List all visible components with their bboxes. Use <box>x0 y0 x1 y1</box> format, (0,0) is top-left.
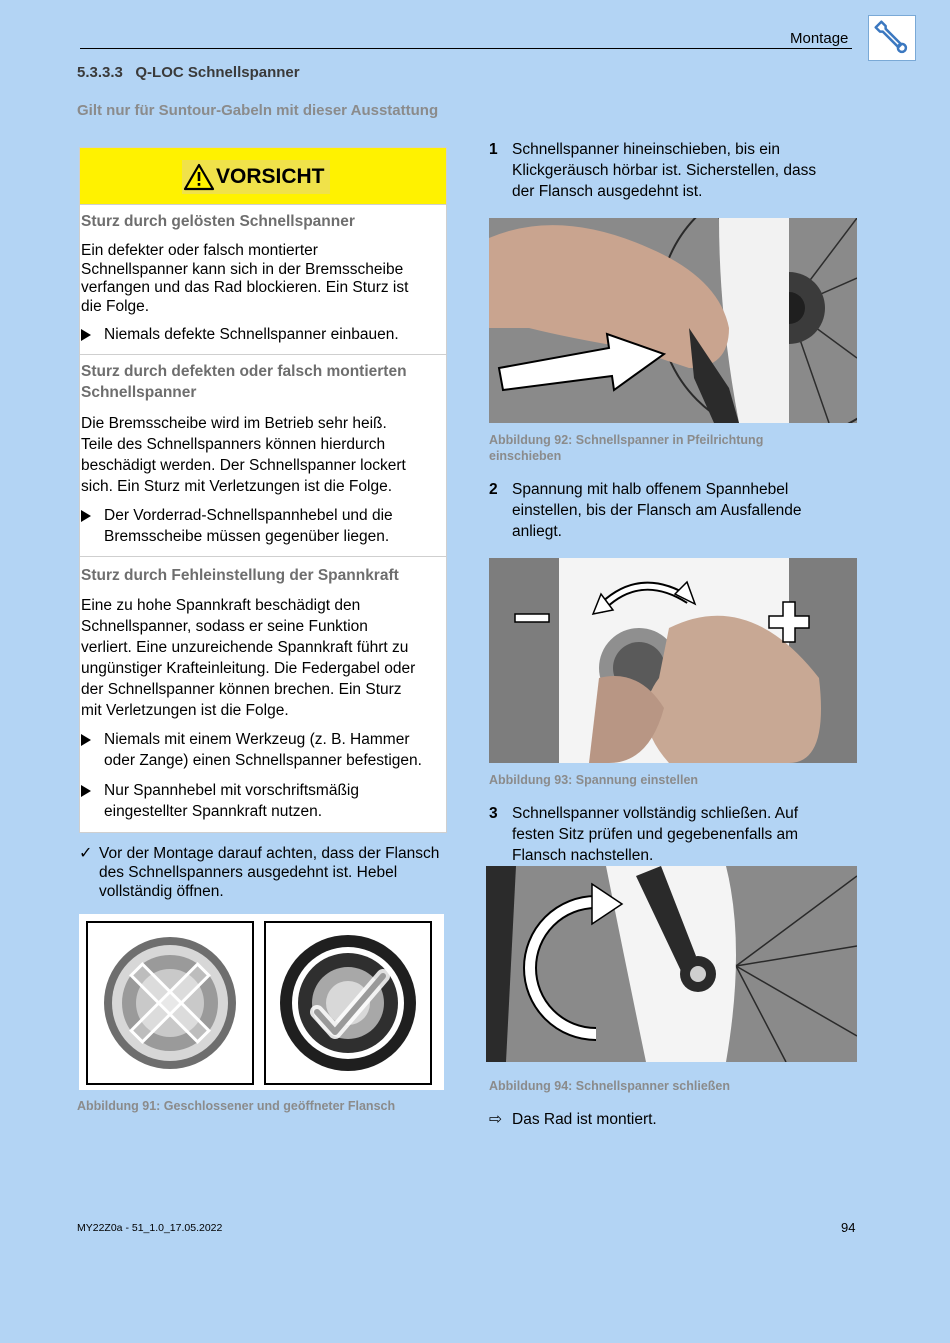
text-line: Klickgeräusch hörbar ist. Sicherstellen, dass <box>512 162 817 179</box>
section-name: Q-LOC Schnellspanner <box>135 64 300 81</box>
text-line: Schnellspanner <box>81 384 197 401</box>
text-line: Bremsscheibe müssen gegenüber liegen. <box>104 528 390 545</box>
step-number: 2 <box>489 481 498 498</box>
text-line: Teile des Schnellspanners können hierdurch <box>81 436 386 453</box>
result-text: Das Rad ist montiert. <box>512 1111 657 1128</box>
section-subtitle: Gilt nur für Suntour-Gabeln mit dieser Ausstattung <box>77 102 439 119</box>
hazard-text-3 <box>81 595 445 721</box>
text-line: Spannung mit halb offenem Spannhebel <box>512 481 789 498</box>
text-line: Vor der Montage darauf achten, dass der Flansch <box>99 845 440 862</box>
text-line: der Flansch ausgedehnt ist. <box>512 183 703 200</box>
warning-triangle-icon <box>182 162 216 192</box>
text-line: Schnellspanner kann sich in der Bremsscheibe <box>81 260 404 278</box>
text-line: Schnellspanner hineinschieben, bis ein <box>512 141 780 158</box>
text-line: eingestellter Spannkraft nutzen. <box>104 803 322 820</box>
hazard-heading-2 <box>81 361 407 403</box>
page-number: 94 <box>841 1220 856 1235</box>
wrench-icon <box>869 16 915 60</box>
chapter-badge <box>868 15 916 61</box>
warning-label <box>182 160 330 194</box>
text-line: des Schnellspanners ausgedehnt ist. Hebel <box>99 864 398 881</box>
divider <box>80 204 446 205</box>
text-line: verliert. Eine unzureichende Spannkraft führt zu <box>81 639 409 656</box>
text-line: die Folge. <box>81 297 150 315</box>
text-line: der Schnellspanner können brechen. Ein Sturz <box>81 681 402 698</box>
header-rule <box>80 48 852 49</box>
bullet-triangle-icon <box>81 734 91 746</box>
figure-91-image <box>79 914 444 1090</box>
hazard-text-2 <box>81 413 445 497</box>
text-line: anliegt. <box>512 523 562 540</box>
text-line: beschädigt werden. Der Schnellspanner lockert <box>81 457 406 474</box>
figure-94-image <box>486 866 857 1062</box>
text-line: festen Sitz prüfen und gegebenenfalls am <box>512 826 799 843</box>
bullet-triangle-icon <box>81 510 91 522</box>
bullet-triangle-icon <box>81 785 91 797</box>
text-line: Nur Spannhebel mit vorschriftsmäßig <box>104 782 359 799</box>
divider <box>80 354 446 355</box>
figure-94-caption: Abbildung 94: Schnellspanner schließen <box>489 1079 731 1093</box>
text-line: Der Vorderrad-Schnellspannhebel und die <box>104 507 393 524</box>
text-line: Niemals mit einem Werkzeug (z. B. Hammer <box>104 731 410 748</box>
header-title: Montage <box>790 30 849 47</box>
section-title <box>77 64 300 81</box>
hazard-heading-3: Sturz durch Fehleinstellung der Spannkraft <box>81 567 399 584</box>
text-line: Schnellspanner vollständig schließen. Auf <box>512 805 799 822</box>
figure-92-caption <box>489 432 763 464</box>
text-line: ungünstiger Krafteinleitung. Die Federgabel oder <box>81 660 416 677</box>
text-line: Die Bremsscheibe wird im Betrieb sehr heiß. <box>81 415 387 432</box>
hazard-text-1 <box>81 242 443 316</box>
bullet-triangle-icon <box>81 329 91 341</box>
step-number: 1 <box>489 141 498 158</box>
warning-label-text: VORSICHT <box>216 165 325 188</box>
text-line: Eine zu hohe Spannkraft beschädigt den <box>81 597 361 614</box>
text-line: Flansch nachstellen. <box>512 847 654 864</box>
text-line: verfangen und das Rad blockieren. Ein Sturz ist <box>81 279 409 296</box>
text-line: Abbildung 92: Schnellspanner in Pfeilrichtung <box>489 433 764 447</box>
figure-92-image <box>489 218 857 423</box>
step-number: 3 <box>489 805 498 822</box>
text-line: Sturz durch defekten oder falsch montierten <box>81 363 407 380</box>
text-line: Ein defekter oder falsch montierter <box>81 242 318 259</box>
checkmark-icon: ✓ <box>79 845 93 862</box>
doc-id: MY22Z0a - 51_1.0_17.05.2022 <box>77 1222 223 1234</box>
figure-93-caption: Abbildung 93: Spannung einstellen <box>489 773 699 787</box>
text-line: vollständig öffnen. <box>99 883 224 900</box>
divider <box>80 556 446 557</box>
text-line: einschieben <box>489 449 562 463</box>
result-arrow-icon: ⇨ <box>489 1111 502 1128</box>
figure-91-caption: Abbildung 91: Geschlossener und geöffneter Flansch <box>77 1099 396 1113</box>
warning-header <box>80 148 446 204</box>
text-line: sich. Ein Sturz mit Verletzungen ist die Folge. <box>81 478 393 495</box>
text-line: oder Zange) einen Schnellspanner befestigen. <box>104 752 422 769</box>
warning-box <box>79 147 447 833</box>
text-line: Schnellspanner, sodass er seine Funktion <box>81 618 368 635</box>
text-line: mit Verletzungen ist die Folge. <box>81 702 289 719</box>
text-line: einstellen, bis der Flansch am Ausfallende <box>512 502 802 519</box>
hazard-heading-1: Sturz durch gelösten Schnellspanner <box>81 213 355 230</box>
section-number: 5.3.3.3 <box>77 64 123 81</box>
text-line: Niemals defekte Schnellspanner einbauen. <box>104 326 399 343</box>
figure-93-image <box>489 558 857 763</box>
